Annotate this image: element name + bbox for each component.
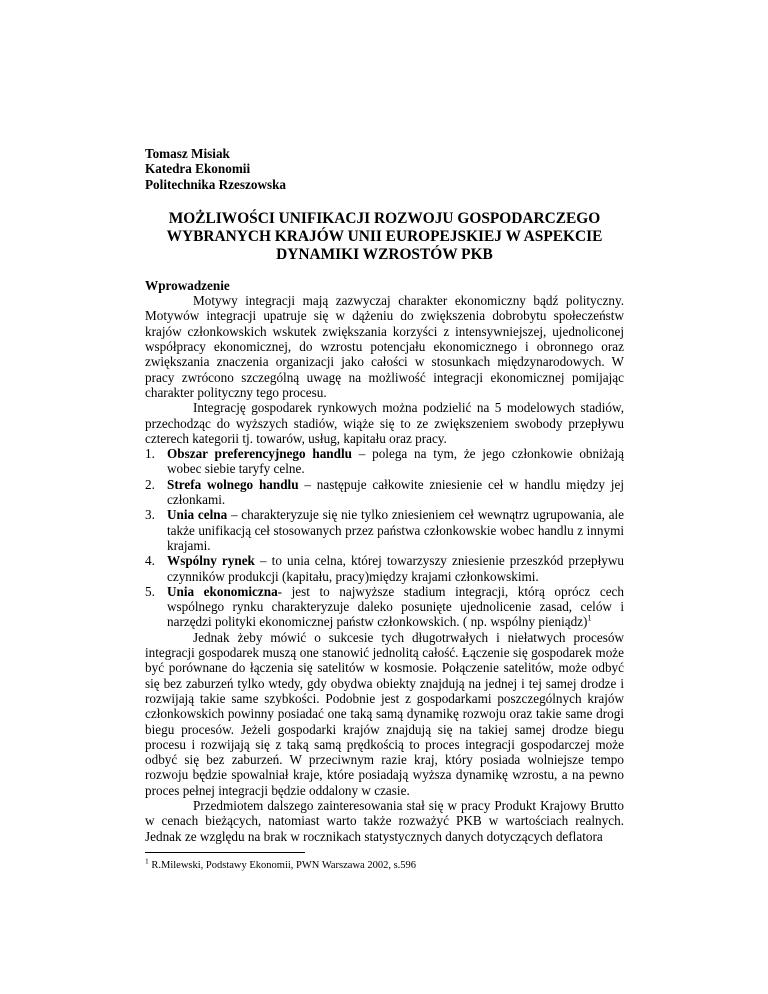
body-paragraph-1: Jednak żeby mówić o sukcesie tych długotrwałych i niełatwych procesów integracji gospodarek muszą one stanowić jednolitą całość. Łączenie się gospodarek może być porównane do łączenia się satelitów w kosmosie. Połączenie satelitów, może odbyć się bez zaburzeń tylko wtedy, gdy obydwa obiekty znajdują na jednej i tej samej drodze i rozwijają takie same szybkości. Podobnie jest z gospodarkami poszczególnych krajów członkowskich powinny posiadać one taką samą dynamikę rozwoju oraz takie same drogi biegu procesów. Jeżeli gospodarki krajów znajdują się na takiej samej drodze biegu procesu i rozwijają się z taką samą prędkością to proces integracji gospodarczej może odbyć się bez zaburzeń. W przeciwnym razie kraj, który posiada wolniejsze tempo rozwoju będzie spowalniał kraje, które posiadają wyższa dynamikę wzrostu, a na pewno proces pełnej integracji będzie oddalony w czasie. xyxy=(145,629,624,798)
list-item-term: Obszar preferencyjnego handlu xyxy=(167,446,352,462)
list-item-number: 4. xyxy=(145,553,155,569)
list-item-number: 2. xyxy=(145,476,155,492)
list-item xyxy=(145,477,624,508)
list-item-description: – następuje całkowite zniesienie ceł w handlu między jej członkami. xyxy=(167,476,624,508)
section-heading-introduction: Wprowadzenie xyxy=(145,277,230,293)
list-item xyxy=(145,584,624,630)
title-line-1: MOŻLIWOŚCI UNIFIKACJI ROZWOJU GOSPODARCZEGO xyxy=(168,209,601,227)
title-line-3: DYNAMIKI WZROSTÓW PKB xyxy=(276,245,493,263)
list-item-term: Unia celna xyxy=(167,507,228,523)
list-item-term: Unia ekonomiczna xyxy=(167,583,278,599)
list-item-term: Strefa wolnego handlu xyxy=(167,476,299,492)
list-item-number: 3. xyxy=(145,507,155,523)
author-name: Tomasz Misiak xyxy=(145,146,230,161)
author-institution: Politechnika Rzeszowska xyxy=(145,176,287,192)
footnote-text: R.Milewski, Podstawy Ekonomii, PWN Warszawa 2002, s.596 xyxy=(148,859,417,871)
list-item-description: – charakteryzuje się nie tylko zniesieniem ceł wewnątrz ugrupowania, ale także unifikacją ceł stosowanych przez państwa członkowskie wobec handlu z innymi krajami. xyxy=(167,507,624,553)
footnote-reference[interactable]: 1 xyxy=(587,614,592,624)
list-item-description: – polega na tym, że jego członkowie obniżają wobec siebie taryfy celne. xyxy=(167,446,624,477)
paper-title xyxy=(145,210,624,264)
list-item-number: 1. xyxy=(145,446,155,462)
list-item-number: 5. xyxy=(145,583,155,599)
paper-page xyxy=(145,146,624,872)
author-department: Katedra Ekonomii xyxy=(145,161,251,177)
list-item-description: - jest to najwyższe stadium integracji, którą oprócz cech wspólnego rynku charakteryzuje daleko posunięte ujednolicenie zasad, celów i narzędzi polityki ekonomicznej państw członkowskich. ( np. wspólny pieniądz) xyxy=(167,583,624,630)
list-item-description: – to unia celna, której towarzyszy zniesienie przeszkód przepływu czynników produkcji (kapitału, pracy)między krajami członkowskimi. xyxy=(167,553,625,584)
footnote-divider xyxy=(145,852,305,853)
list-item-term: Wspólny rynek xyxy=(167,553,255,569)
footnote xyxy=(145,856,624,872)
footnote-marker: 1 xyxy=(145,856,149,866)
body-paragraph-2: Przedmiotem dalszego zainteresowania stał się w pracy Produkt Krajowy Brutto w cenach bieżących, natomiast warto także rozważyć PKB w wartościach realnych. Jednak ze względu na brak w rocznikach statystycznych danych dotyczących deflatora xyxy=(145,797,624,844)
intro-paragraph-1: Motywy integracji mają zazwyczaj charakter ekonomiczny bądź polityczny. Motywów integracji upatruje się w dążeniu do zwiększenia dobrobytu społeczeństw krajów członkowskich wskutek zwiększania korzyści z intensywniejszej, ujednoliconej współpracy ekonomicznej, do wzrostu potencjału ekonomicznego i obronnego oraz zwiększania znaczenia organizacji jako całości w stosunkach międzynarodowych. W pracy zwrócono szczególną uwagę na możliwość integracji ekonomicznej pomijając charakter polityczny tego procesu. xyxy=(145,293,624,400)
list-item xyxy=(145,553,624,584)
integration-stages-list xyxy=(145,446,624,630)
intro-paragraph-2: Integrację gospodarek rynkowych można podzielić na 5 modelowych stadiów, przechodząc do wyższych stadiów, wiąże się to ze zwiększeniem swobody przepływu czterech kategorii tj. towarów, usług, kapitału oraz pracy. xyxy=(145,400,624,446)
author-block xyxy=(145,146,624,192)
list-item xyxy=(145,507,624,553)
list-item xyxy=(145,446,624,477)
title-line-2: WYBRANYCH KRAJÓW UNII EUROPEJSKIEJ W ASPEKCIE xyxy=(166,227,603,245)
